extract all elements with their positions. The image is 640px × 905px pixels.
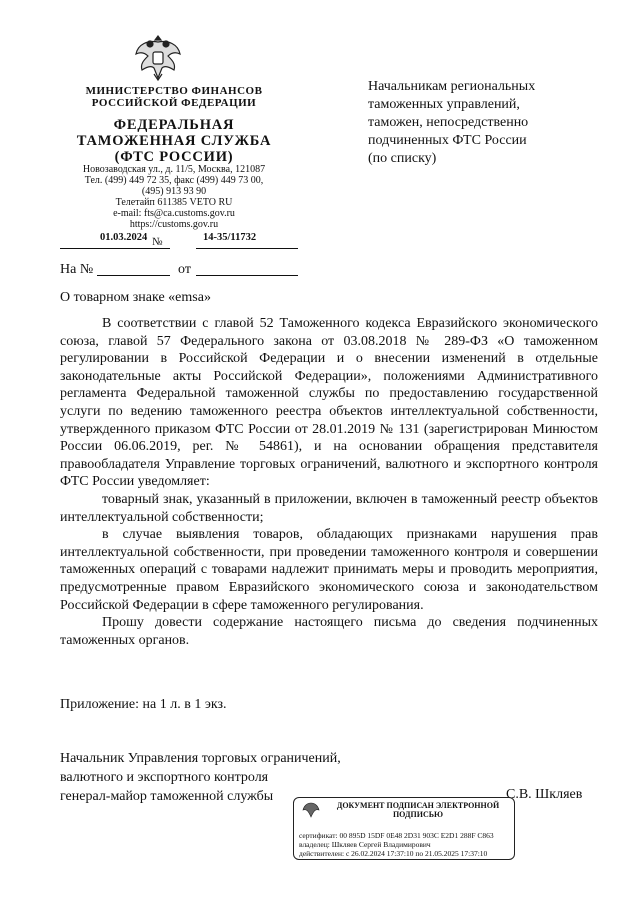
body-paragraph: Прошу довести содержание настоящего письма до сведения подчиненных таможенных органов. <box>60 615 598 648</box>
regno-underline <box>196 248 298 249</box>
letter-subject: О товарном знаке «emsa» <box>60 290 211 305</box>
reference-date-label: от <box>178 262 191 277</box>
body-paragraph: товарный знак, указанный в приложении, включен в таможенный реестр объектов интеллектуальной собственности; <box>60 491 598 525</box>
reference-number-label: На № <box>60 262 94 277</box>
stamp-details <box>299 831 494 858</box>
signatory-position: Начальник Управления торговых ограничений, валютного и экспортного контроля генерал-майор таможенной службы <box>60 751 341 804</box>
body-paragraph: в случае выявления товаров, обладающих признаками нарушения прав интеллектуальной собственности, при проведении таможенного контроля и совершении таможенных операций с товарами надлежит принимать меры и проводить мероприятия, предусмотренные правом Евразийского экономического союза и законодательством Российской Федерации в сфере таможенного регулирования. <box>60 527 598 613</box>
reference-number-line <box>97 275 170 276</box>
emblem-icon <box>301 802 321 818</box>
certificate-number: сертификат: 00 895D 15DF 0E48 2D31 903C E2D1 288F C863 <box>299 831 494 840</box>
reference-date-line <box>196 275 298 276</box>
signatory-name: С.В. Шкляев <box>506 787 583 802</box>
agency-name: ФЕДЕРАЛЬНАЯ ТАМОЖЕННАЯ СЛУЖБА (ФТС РОССИИ) <box>76 117 272 165</box>
document-date: 01.03.2024 <box>100 232 148 243</box>
registration-number: 14-35/11732 <box>203 232 257 243</box>
letter-body <box>60 315 598 649</box>
number-sign: № <box>152 236 163 248</box>
coat-of-arms-emblem <box>130 30 186 86</box>
body-paragraph: В соответствии с главой 52 Таможенного кодекса Евразийского экономического союза, главой 57 Федерального закона от 03.08.2018 № 289-ФЗ «О таможенном регулировании в Российской Федерации и о внесении изменений в отдельные законодательные акты Российской Федерации», положениями Административного регламента Федеральной таможенной службы по предоставлению государственной услуги по ведению таможенного реестра объектов интеллектуальной собственности, утвержденного приказом ФТС России от 28.01.2019 № 131 (зарегистрирован Минюстом России 06.06.2019, рег. № 54861), и на основании обращения представителя правообладателя Управление торговых ограничений, валютного и экспортного контроля ФТС России уведомляет: <box>60 316 598 490</box>
addressee: Начальникам региональных таможенных управлений, таможен, непосредственно подчиненных ФТС России (по списку) <box>368 79 536 166</box>
certificate-owner: владелец: Шкляев Сергей Владимирович <box>299 840 431 849</box>
agency-contacts: Новозаводская ул., д. 11/5, Москва, 121087 Тел. (499) 449 72 35, факс (499) 449 73 00, (495) 913 93 90 Телетайп 611385 VETO RU e-mail: fts@ca.customs.gov.ru https://customs.gov.ru <box>82 164 266 230</box>
certificate-validity: действителен: с 26.02.2024 17:37:10 по 21.05.2025 17:37:10 <box>299 849 488 858</box>
date-underline <box>60 248 170 249</box>
ministry-name: МИНИСТЕРСТВО ФИНАНСОВ РОССИЙСКОЙ ФЕДЕРАЦИИ <box>85 85 263 109</box>
electronic-signature-stamp <box>293 797 515 860</box>
stamp-title: ДОКУМЕНТ ПОДПИСАН ЭЛЕКТРОННОЙ ПОДПИСЬЮ <box>336 801 500 819</box>
attachment-note: Приложение: на 1 л. в 1 экз. <box>60 697 227 712</box>
